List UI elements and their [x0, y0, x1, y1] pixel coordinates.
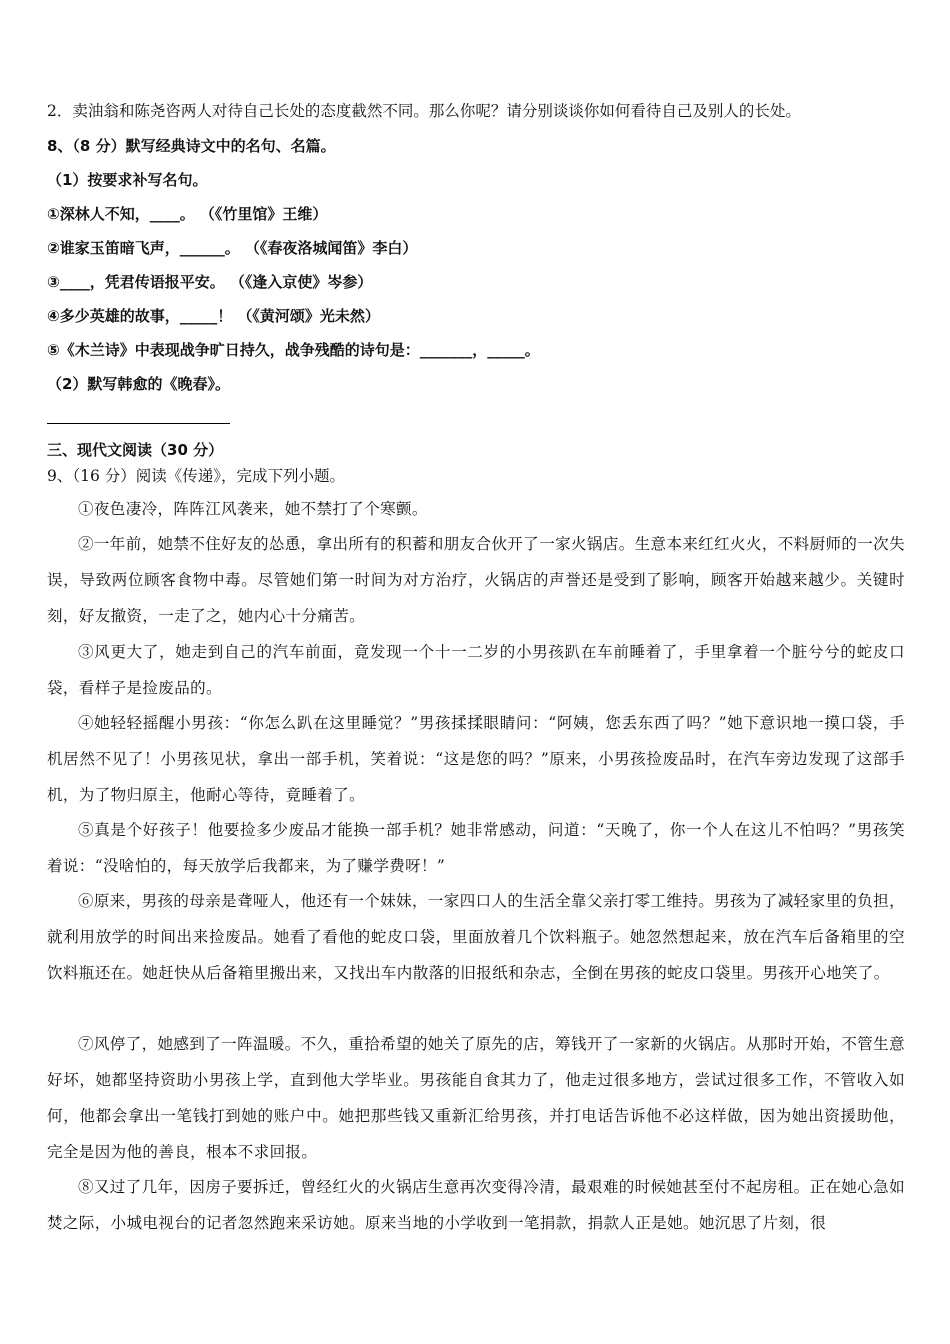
paragraph-1: ①夜色凄冷，阵阵江风袭来，她不禁打了个寒颤。 — [78, 500, 428, 518]
q8-item-1: ①深林人不知，____。 （《竹里馆》王维） — [47, 205, 328, 223]
paragraph-8: ⑧又过了几年，因房子要拆迁，曾经红火的火锅店生意再次变得冷清，最艰难的时候她甚至付不起房租。正在她心急如焚之际，小城电视台的记者忽然跑来采访她。原来当地的小学收到一笔捐款，捐款人正是她。她沉思了片刻，很 — [47, 1178, 905, 1232]
q8-title: 8、（8 分）默写经典诗文中的名句、名篇。 — [47, 137, 336, 155]
q9-intro: 9、（16 分）阅读《传递》，完成下列小题。 — [47, 467, 346, 485]
q8-item-3: ③____，凭君传语报平安。 （《逢入京使》岑参） — [47, 273, 373, 291]
section-3-title: 三、现代文阅读（30 分） — [47, 441, 224, 459]
paragraph-4: ④她轻轻摇醒小男孩：“你怎么趴在这里睡觉？”男孩揉揉眼睛问：“阿姨，您丢东西了吗？”她下意识地一摸口袋，手机居然不见了！小男孩见状，拿出一部手机，笑着说：“这是您的吗？”原来，小男孩捡废品时，在汽车旁边发现了这部手机，为了物归原主，他耐心等待，竟睡着了。 — [47, 714, 905, 804]
q8-item-5: ⑤《木兰诗》中表现战争旷日持久，战争残酷的诗句是：_______，_____。 — [47, 341, 540, 359]
q8-part1-title: （1）按要求补写名句。 — [47, 171, 208, 189]
q8-part2-title: （2）默写韩愈的《晚春》。 — [47, 375, 230, 393]
q8-item-4: ④多少英雄的故事，_____！ （《黄河颂》光未然） — [47, 307, 380, 325]
paragraph-7: ⑦风停了，她感到了一阵温暖。不久，重拾希望的她关了原先的店，筹钱开了一家新的火锅店。从那时开始，不管生意好坏，她都坚持资助小男孩上学，直到他大学毕业。男孩能自食其力了，他走过很多地方，尝试过很多工作，不管收入如何，他都会拿出一笔钱打到她的账户中。她把那些钱又重新汇给男孩，并打电话告诉他不必这样做，因为她出资援助他，完全是因为他的善良，根本不求回报。 — [47, 1035, 905, 1161]
paragraph-5: ⑤真是个好孩子！他要捡多少废品才能换一部手机？她非常感动，问道：“天晚了，你一个人在这儿不怕吗？”男孩笑着说：“没啥怕的，每天放学后我都来，为了赚学费呀！” — [47, 821, 905, 875]
q8-item-2: ②谁家玉笛暗飞声，______。 （《春夜洛城闻笛》李白） — [47, 239, 418, 257]
paragraph-3: ③风更大了，她走到自己的汽车前面，竟发现一个十一二岁的小男孩趴在车前睡着了，手里拿着一个脏兮兮的蛇皮口袋，看样子是捡废品的。 — [47, 643, 905, 697]
question-2: 2．卖油翁和陈尧咨两人对待自己长处的态度截然不同。那么你呢？请分别谈谈你如何看待自己及别人的长处。 — [47, 102, 801, 120]
answer-line — [47, 423, 230, 424]
paragraph-6: ⑥原来，男孩的母亲是聋哑人，他还有一个妹妹，一家四口人的生活全靠父亲打零工维持。男孩为了减轻家里的负担，就利用放学的时间出来捡废品。她看了看他的蛇皮口袋，里面放着几个饮料瓶子。她忽然想起来，放在汽车后备箱里的空饮料瓶还在。她赶快从后备箱里搬出来，又找出车内散落的旧报纸和杂志，全倒在男孩的蛇皮口袋里。男孩开心地笑了。 — [47, 892, 905, 982]
paragraph-2: ②一年前，她禁不住好友的怂恿，拿出所有的积蓄和朋友合伙开了一家火锅店。生意本来红红火火，不料厨师的一次失误，导致两位顾客食物中毒。尽管她们第一时间为对方治疗，火锅店的声誉还是受到了影响，顾客开始越来越少。关键时刻，好友撤资，一走了之，她内心十分痛苦。 — [47, 535, 905, 625]
